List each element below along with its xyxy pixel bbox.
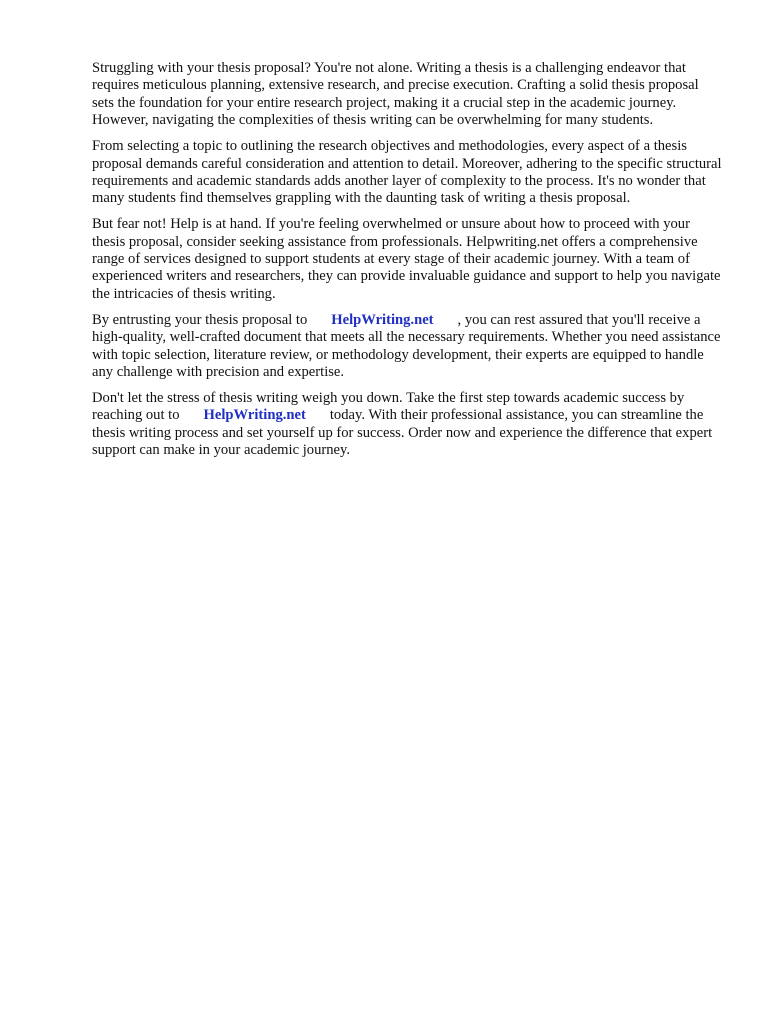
paragraph-entrusting <box>92 312 724 382</box>
paragraph-topic-selection: From selecting a topic to outlining the research objectives and methodologies, every aspect of a thesis proposal demands careful consideration and attention to detail. Moreover, adhering to the specific structural requirements and academic standards adds another layer of complexity to the process. It's no wonder that many students find themselves grappling with the daunting task of writing a thesis proposal. <box>92 138 722 207</box>
paragraph-entrusting-text-after: , you can rest assured that you'll receive a high-quality, well-crafted document that meets all the necessary requirements. Whether you need assistance with topic selection, literature review, or methodology development, their experts are equipped to handle any challenge with precision and expertise. <box>92 311 721 380</box>
helpwriting-link-1[interactable]: HelpWriting.net <box>331 311 434 328</box>
paragraph-cta-text-before: Don't let the stress of thesis writing weigh you down. Take the first step towards academic success by reaching out to <box>92 389 685 424</box>
helpwriting-link-2[interactable]: HelpWriting.net <box>203 407 306 424</box>
paragraph-entrusting-text-before: By entrusting your thesis proposal to <box>92 311 308 328</box>
paragraph-intro: Struggling with your thesis proposal? You're not alone. Writing a thesis is a challenging endeavor that requires meticulous planning, extensive research, and precise execution. Crafting a solid thesis proposal sets the foundation for your entire research project, making it a crucial step in the academic journey. However, navigating the complexities of thesis writing can be overwhelming for many students. <box>92 60 699 129</box>
document-body <box>92 60 724 468</box>
paragraph-help-at-hand: But fear not! Help is at hand. If you're feeling overwhelmed or unsure about how to proceed with your thesis proposal, consider seeking assistance from professionals. Helpwriting.net offers a comprehensive range of services designed to support students at every stage of their academic journey. With a team of experienced writers and researchers, they can provide invaluable guidance and support to help you navigate the intricacies of thesis writing. <box>92 216 721 302</box>
paragraph-cta-text-after: today. With their professional assistance, you can streamline the thesis writing process and set yourself up for success. Order now and experience the difference that expert support can make in your academic journey. <box>92 407 713 459</box>
paragraph-call-to-action <box>92 390 724 460</box>
